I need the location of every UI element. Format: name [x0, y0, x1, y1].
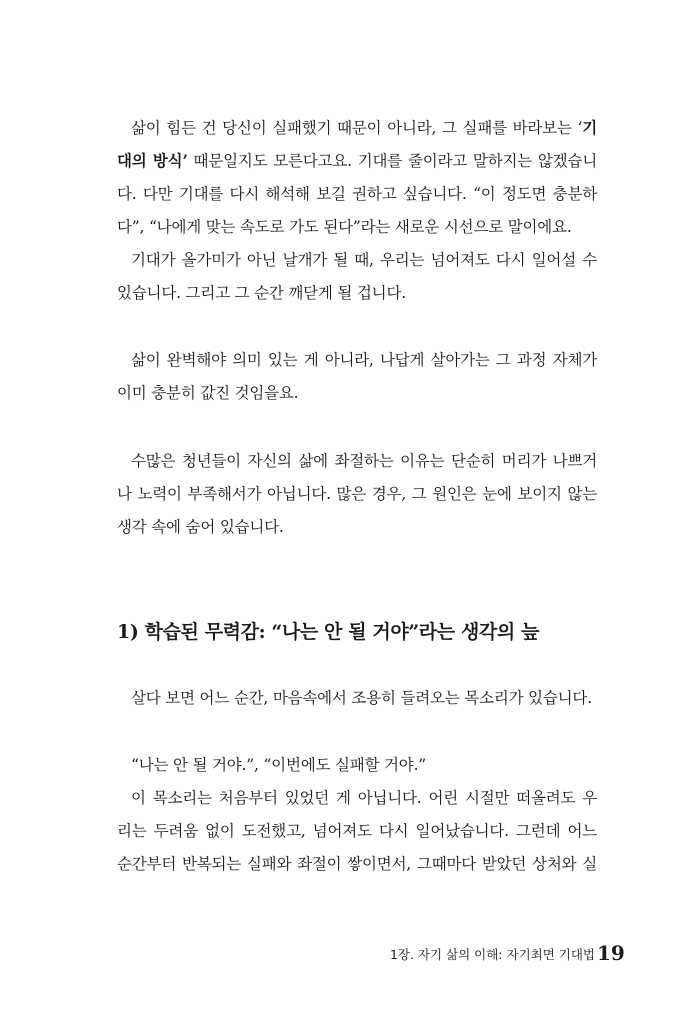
quote-line: “나는 안 될 거야.”, “이번에도 실패할 거야.”	[131, 756, 427, 774]
paragraph-line: 다. 다만 기대를 다시 해석해 보길 권하고 싶습니다. “이 정도면 충분하	[117, 185, 597, 203]
page-number: 19	[597, 941, 625, 965]
paragraph-line: 순간부터 반복되는 실패와 좌절이 쌓이면서, 그때마다 받았던 상처와 실	[117, 855, 597, 873]
paragraph-line: 있습니다. 그리고 그 순간 깨닫게 될 겁니다.	[117, 284, 406, 302]
paragraph-line: 나 노력이 부족해서가 아닙니다. 많은 경우, 그 원인은 눈에 보이지 않는	[117, 485, 597, 503]
paragraph-line: 다”, “나에게 맞는 속도로 가도 된다”라는 새로운 시선으로 말이에요.	[117, 218, 572, 236]
paragraph-line: 기대가 올가미가 아닌 날개가 될 때, 우리는 넘어져도 다시 일어설 수	[131, 251, 597, 269]
paragraph-line: 살다 보면 어느 순간, 마음속에서 조용히 들려오는 목소리가 있습니다.	[131, 689, 592, 707]
paragraph-line: 삶이 완벽해야 의미 있는 게 아니라, 나답게 살아가는 그 과정 자체가	[131, 351, 597, 369]
emphasis-text: 기	[582, 118, 597, 137]
paragraph-line: 생각 속에 숨어 있습니다.	[117, 518, 284, 536]
emphasis-text: 대의 방식’	[117, 151, 188, 170]
paragraph-line: 리는 두려움 없이 도전했고, 넘어져도 다시 일어났습니다. 그런데 어느	[117, 822, 597, 840]
paragraph-line: 이 목소리는 처음부터 있었던 게 아닙니다. 어린 시절만 떠올려도 우	[131, 789, 597, 807]
running-footer: 1장. 자기 삶의 이해: 자기최면 기대법	[389, 947, 595, 962]
paragraph-line	[131, 118, 597, 138]
text-span: 삶이 힘든 건 당신이 실패했기 때문이 아니라, 그 실패를 바라보는 ‘	[131, 119, 583, 137]
paragraph-line: 이미 충분히 값진 것임을요.	[117, 384, 299, 402]
paragraph-line	[117, 151, 597, 171]
paragraph-line: 수많은 청년들이 자신의 삶에 좌절하는 이유는 단순히 머리가 나쁘거	[131, 452, 597, 470]
text-span: 때문일지도 모른다고요. 기대를 줄이라고 말하지는 않겠습니	[187, 152, 597, 170]
section-heading: 1) 학습된 무력감: “나는 안 될 거야”라는 생각의 늪	[117, 621, 539, 643]
